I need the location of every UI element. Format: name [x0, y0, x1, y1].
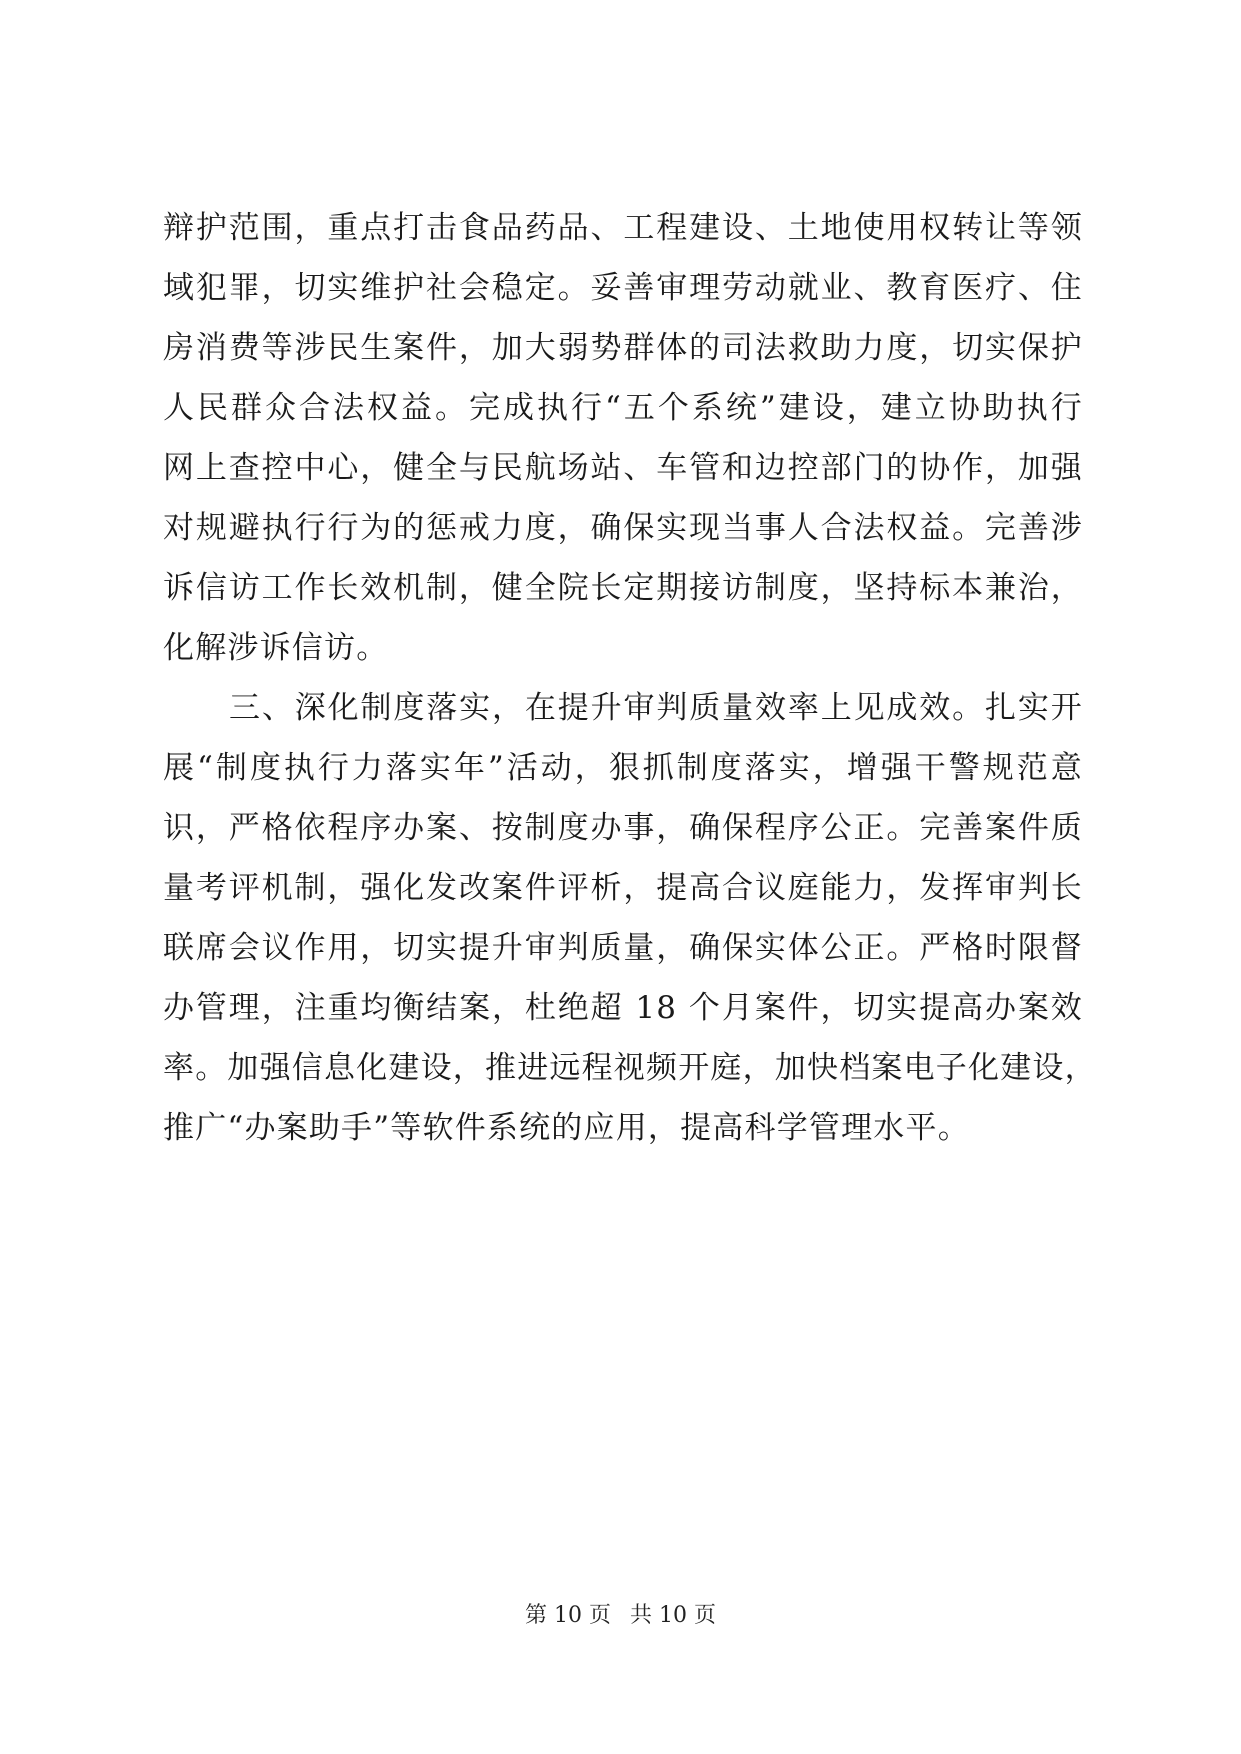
text-line: 推广“办案助手”等软件系统的应用，提高科学管理水平。	[163, 1110, 970, 1146]
text-line: 量考评机制，强化发改案件评析，提高合议庭能力，发挥审判长	[163, 870, 1083, 906]
text-line: 房消费等涉民生案件，加大弱势群体的司法救助力度，切实保护	[163, 330, 1083, 366]
section-heading-line: 三、深化制度落实，在提升审判质量效率上见成效。扎实开	[229, 690, 1083, 726]
text-line: 辩护范围，重点打击食品药品、工程建设、土地使用权转让等领	[163, 210, 1083, 246]
text-line: 办管理，注重均衡结案，杜绝超 18 个月案件，切实提高办案效	[163, 990, 1083, 1026]
text-line: 化解涉诉信访。	[163, 630, 389, 666]
page-footer	[0, 1601, 1241, 1631]
text-line: 诉信访工作长效机制，健全院长定期接访制度，坚持标本兼治，	[163, 570, 1083, 606]
document-body	[163, 198, 1097, 1158]
page-number-current: 第 10 页	[525, 1603, 611, 1628]
text-line: 域犯罪，切实维护社会稳定。妥善审理劳动就业、教育医疗、住	[163, 270, 1083, 306]
text-line: 网上查控中心，健全与民航场站、车管和边控部门的协作，加强	[163, 450, 1083, 486]
text-line: 对规避执行行为的惩戒力度，确保实现当事人合法权益。完善涉	[163, 510, 1083, 546]
text-line: 人民群众合法权益。完成执行“五个系统”建设，建立协助执行	[163, 390, 1083, 426]
text-line: 展“制度执行力落实年”活动，狠抓制度落实，增强干警规范意	[163, 750, 1083, 786]
text-line: 率。加强信息化建设，推进远程视频开庭，加快档案电子化建设，	[163, 1050, 1097, 1086]
text-line: 识，严格依程序办案、按制度办事，确保程序公正。完善案件质	[163, 810, 1083, 846]
text-line: 联席会议作用，切实提升审判质量，确保实体公正。严格时限督	[163, 930, 1083, 966]
page-number-total: 共 10 页	[630, 1603, 716, 1628]
